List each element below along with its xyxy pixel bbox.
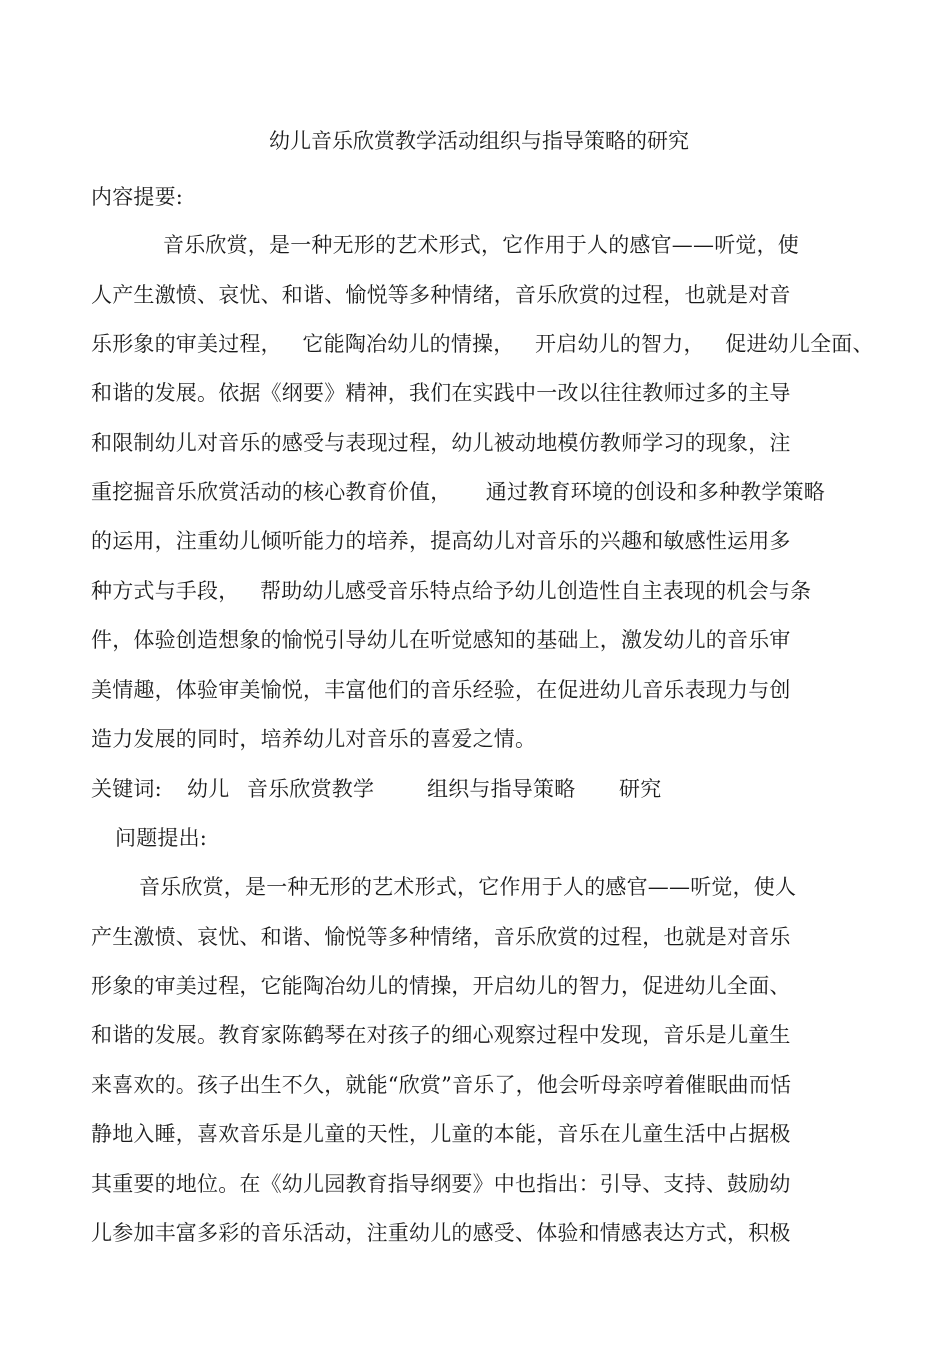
- abstract-line: 乐形象的审美过程， 它能陶冶幼儿的情操， 开启幼儿的智力， 促进幼儿全面、: [91, 332, 874, 356]
- abstract-line: 人产生激愤、哀忧、和谐、愉悦等多种情绪，音乐欣赏的过程，也就是对音: [91, 283, 791, 307]
- keywords-label: 关键词:: [91, 777, 162, 801]
- abstract-line: 种方式与手段， 帮助幼儿感受音乐特点给予幼儿创造性自主表现的机会与条: [91, 579, 812, 603]
- document-title: 幼儿音乐欣赏教学活动组织与指导策略的研究: [269, 129, 689, 153]
- problem-line: 形象的审美过程，它能陶冶幼儿的情操，开启幼儿的智力，促进幼儿全面、: [91, 974, 791, 998]
- problem-line: 来喜欢的。孩子出生不久，就能“欣赏”音乐了，他会听母亲哼着催眠曲而恬: [91, 1073, 792, 1097]
- keyword-item: 音乐欣赏教学: [247, 777, 375, 801]
- abstract-line: 和限制幼儿对音乐的感受与表现过程，幼儿被动地模仿教师学习的现象，注: [91, 431, 791, 455]
- abstract-line: 的运用，注重幼儿倾听能力的培养，提高幼儿对音乐的兴趣和敏感性运用多: [91, 529, 791, 553]
- abstract-line: 重挖掘音乐欣赏活动的核心教育价值， 通过教育环境的创设和多种教学策略: [91, 480, 825, 504]
- abstract-heading: 内容提要:: [91, 185, 184, 209]
- abstract-line: 美情趣，体验审美愉悦，丰富他们的音乐经验，在促进幼儿音乐表现力与创: [91, 678, 791, 702]
- abstract-line: 音乐欣赏，是一种无形的艺术形式，它作用于人的感官——听觉，使: [163, 233, 799, 257]
- keyword-item: 组织与指导策略: [427, 777, 576, 801]
- keyword-item: 幼儿: [187, 777, 230, 801]
- problem-heading: 问题提出:: [115, 826, 208, 850]
- problem-line: 静地入睡，喜欢音乐是儿童的天性，儿童的本能，音乐在儿童生活中占据极: [91, 1122, 791, 1146]
- problem-line: 产生激愤、哀忧、和谐、愉悦等多种情绪，音乐欣赏的过程，也就是对音乐: [91, 925, 791, 949]
- abstract-line: 造力发展的同时，培养幼儿对音乐的喜爱之情。: [91, 727, 537, 751]
- problem-line: 和谐的发展。教育家陈鹤琴在对孩子的细心观察过程中发现，音乐是儿童生: [91, 1023, 791, 1047]
- problem-line: 其重要的地位。在《幼儿园教育指导纲要》中也指出：引导、支持、鼓励幼: [91, 1172, 791, 1196]
- abstract-line: 和谐的发展。依据《纲要》精神，我们在实践中一改以往往教师过多的主导: [91, 381, 791, 405]
- problem-line: 儿参加丰富多彩的音乐活动，注重幼儿的感受、体验和情感表达方式，积极: [91, 1221, 791, 1245]
- abstract-line: 件，体验创造想象的愉悦引导幼儿在听觉感知的基础上，激发幼儿的音乐审: [91, 628, 791, 652]
- keyword-item: 研究: [619, 777, 662, 801]
- problem-line: 音乐欣赏，是一种无形的艺术形式，它作用于人的感官——听觉，使人: [139, 875, 797, 899]
